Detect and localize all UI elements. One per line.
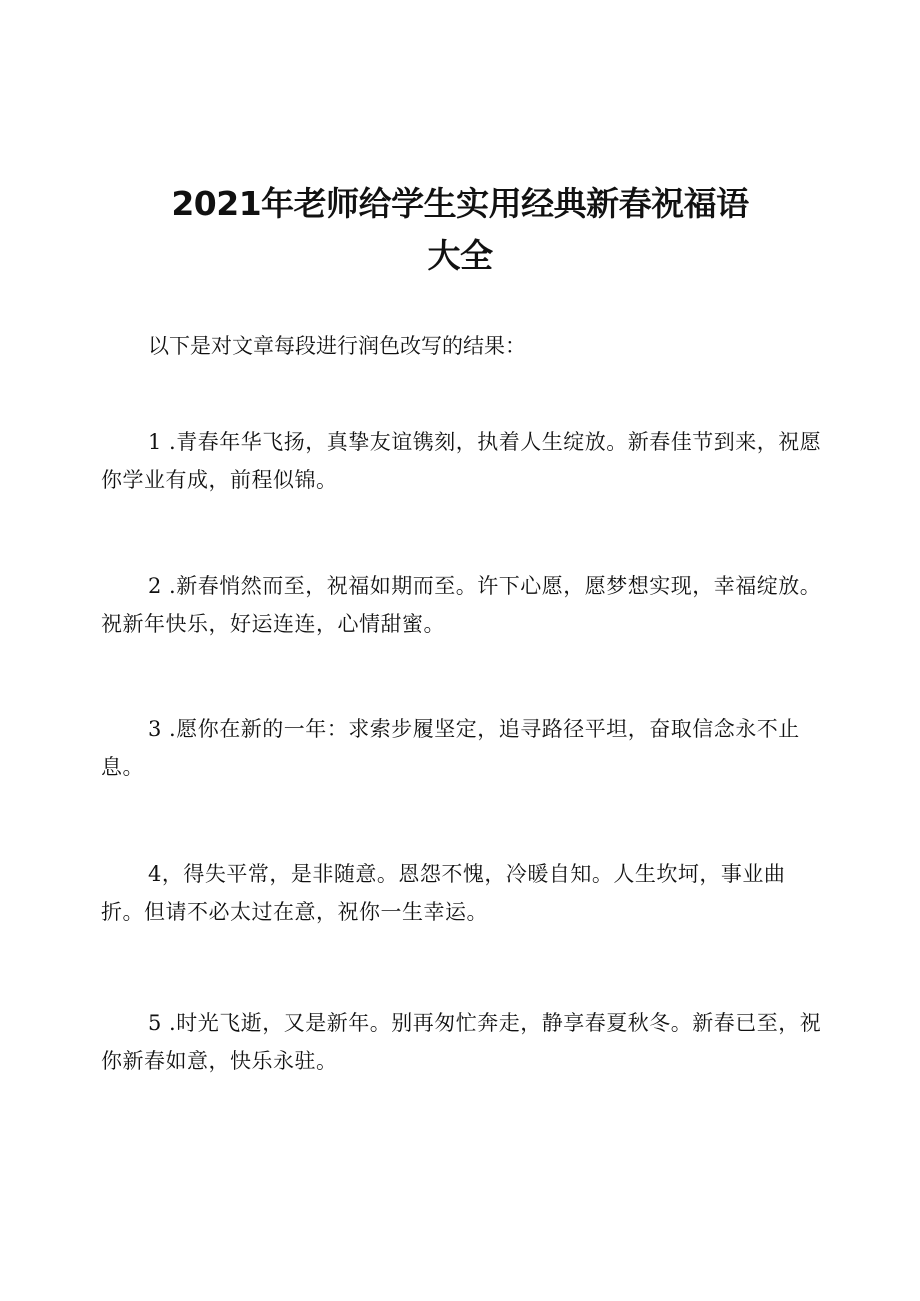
paragraph-4: 4，得失平常，是非随意。恩怨不愧，冷暖自知。人生坎坷，事业曲折。但请不必太过在意，祝你一生幸运。 — [101, 862, 786, 924]
paragraph-2: 2 .新春悄然而至，祝福如期而至。许下心愿，愿梦想实现，幸福绽放。祝新年快乐，好运连连，心情甜蜜。 — [101, 574, 822, 636]
title-line-2: 大全 — [427, 236, 493, 275]
intro-text: 以下是对文章每段进行润色改写的结果： — [148, 334, 526, 358]
paragraph-3: 3 .愿你在新的一年：求索步履坚定，追寻路径平坦，奋取信念永不止息。 — [101, 717, 800, 779]
document-title — [100, 178, 820, 282]
paragraph-5: 5 .时光飞逝，又是新年。别再匆忙奔走，静享春夏秋冬。新春已至，祝你新春如意，快乐永驻。 — [101, 1011, 822, 1073]
paragraph-1: 1 .青春年华飞扬，真挚友谊镌刻，执着人生绽放。新春佳节到来，祝愿你学业有成，前程似锦。 — [101, 430, 822, 492]
title-line-1: 2021年老师给学生实用经典新春祝福语 — [171, 184, 749, 223]
